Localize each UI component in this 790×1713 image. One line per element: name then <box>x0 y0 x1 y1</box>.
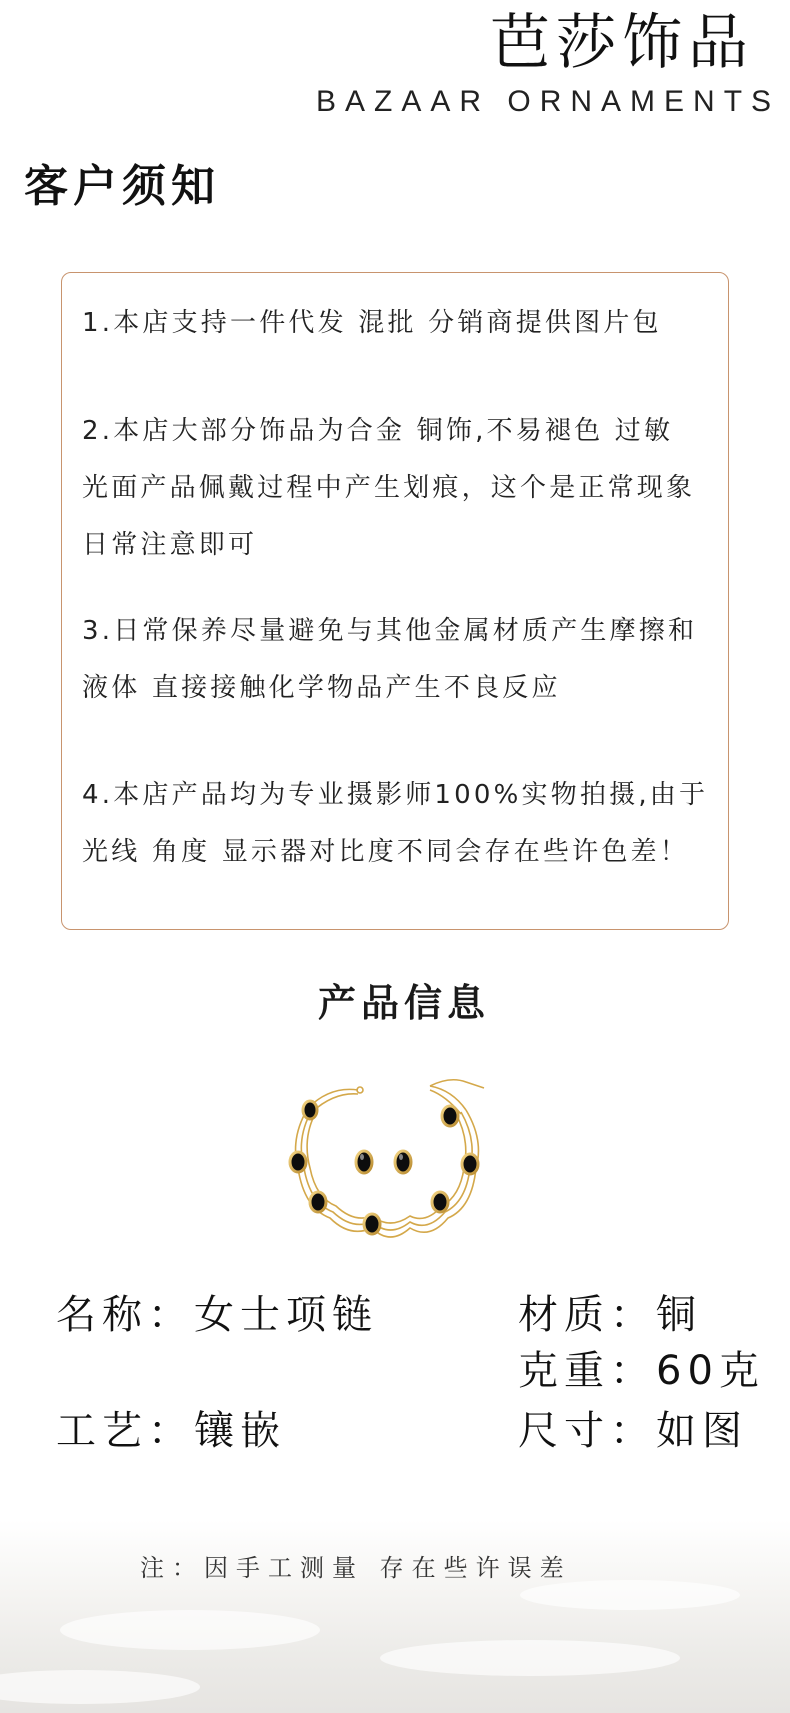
notice-item-3 <box>82 603 722 717</box>
notice-line: 2.本店大部分饰品为合金 铜饰,不易褪色 过敏 <box>82 416 674 446</box>
notice-line: 3.日常保养尽量避免与其他金属材质产生摩擦和 <box>82 616 698 646</box>
brand-name-en: BAZAAR ORNAMENTS <box>316 85 781 118</box>
product-weight: 克重：60克 <box>518 1348 765 1394</box>
notice-line: 液体 直接接触化学物品产生不良反应 <box>82 673 561 703</box>
notice-line: 日常注意即可 <box>82 530 258 560</box>
product-material: 材质：铜 <box>518 1292 702 1338</box>
notice-box <box>61 272 729 930</box>
product-image <box>280 1068 500 1248</box>
product-info-title: 产品信息 <box>318 981 491 1025</box>
product-name: 名称：女士项链 <box>56 1292 378 1338</box>
notice-item-1 <box>82 295 722 352</box>
notice-line: 光线 角度 显示器对比度不同会存在些许色差！ <box>82 837 689 867</box>
notice-line: 光面产品佩戴过程中产生划痕，这个是正常现象 <box>82 473 696 503</box>
notice-item-4 <box>82 767 722 881</box>
product-size: 尺寸：如图 <box>518 1408 748 1454</box>
product-craft: 工艺：镶嵌 <box>56 1408 286 1454</box>
notice-title: 客户须知 <box>24 161 220 212</box>
notice-line: 1.本店支持一件代发 混批 分销商提供图片包 <box>82 308 662 338</box>
footer-note: 注：因手工测量 存在些许误差 <box>140 1554 572 1582</box>
necklace-earring-set-icon <box>280 1068 500 1248</box>
brand-name-cn: 芭莎饰品 <box>490 8 754 78</box>
notice-line: 4.本店产品均为专业摄影师100%实物拍摄,由于 <box>82 780 709 810</box>
notice-item-2 <box>82 403 722 574</box>
